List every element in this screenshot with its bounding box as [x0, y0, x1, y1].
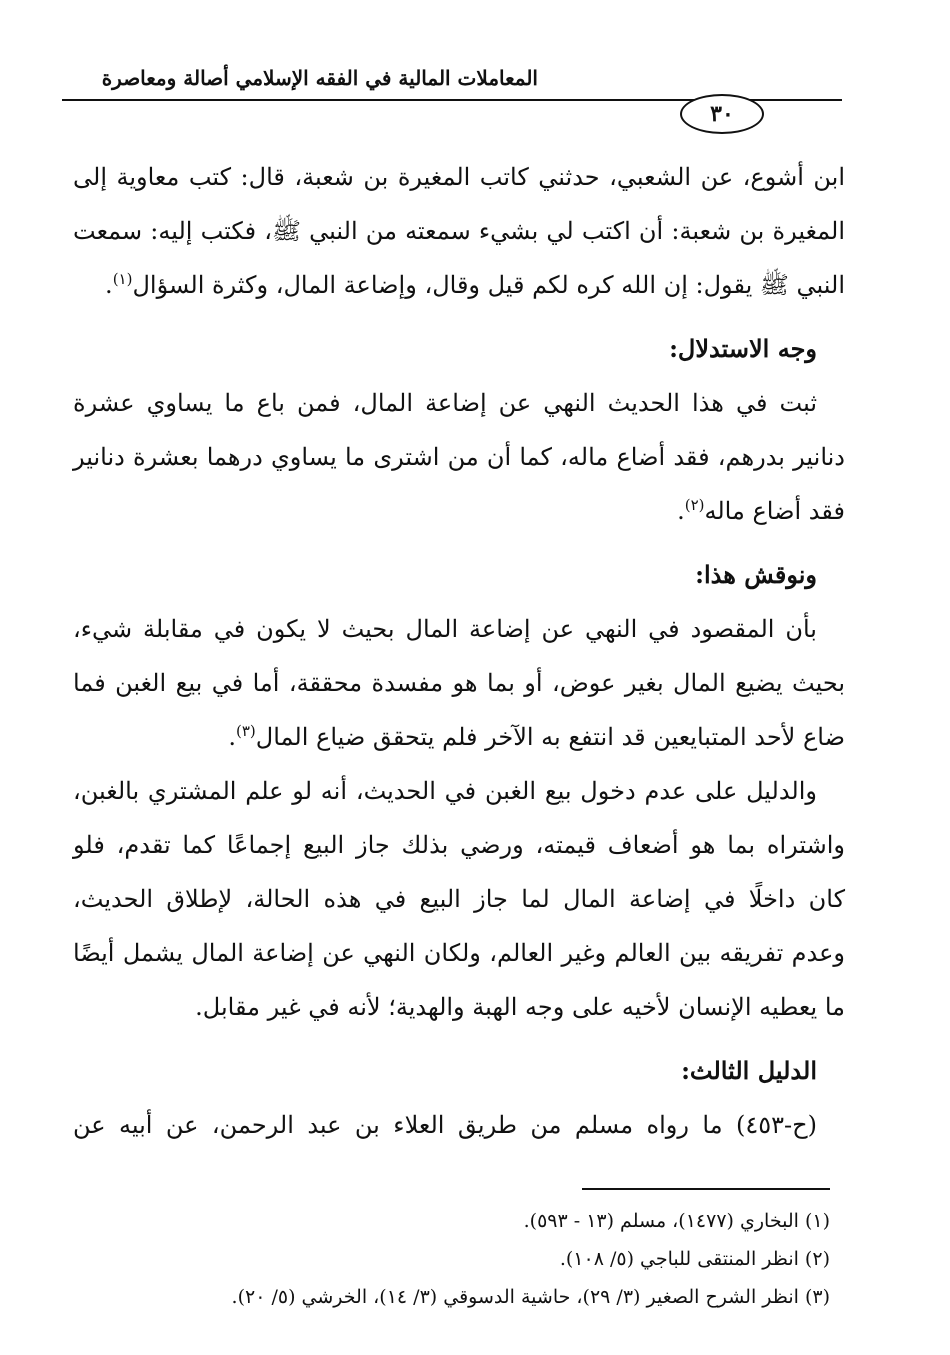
text-line: ما يعطيه الإنسان لأخيه على وجه الهبة والهدية؛ لأنه في غير مقابل. — [195, 993, 845, 1021]
text-line: كان داخلًا في إضاعة المال لما جاز البيع في هذه الحالة، لإطلاق الحديث، — [73, 885, 845, 913]
line-end: . — [228, 723, 236, 751]
running-header: المعاملات المالية في الفقه الإسلامي أصالة ومعاصرة — [101, 66, 538, 90]
page-number: ٣٠ — [680, 94, 764, 134]
text-line: ابن أشوع، عن الشعبي، حدثني كاتب المغيرة بن شعبة، قال: كتب معاوية إلى — [73, 163, 845, 191]
text-line: دنانير بدرهم، فقد أضاع ماله، كما أن من اشترى ما يساوي درهما بعشرة دنانير — [73, 443, 845, 471]
footnote: (٢) انظر المنتقى للباجي (٥/ ١٠٨). — [559, 1248, 830, 1270]
footnote-mark: (٢) — [684, 496, 705, 514]
line-end: . — [105, 271, 113, 299]
footnotes — [110, 1202, 830, 1316]
footnote: (١) البخاري (١٤٧٧)، مسلم (١٣ - ٥٩٣). — [523, 1210, 830, 1232]
section-heading: وجه الاستدلال: — [669, 334, 817, 363]
line-end: . — [677, 497, 685, 525]
footnote-mark: (١) — [112, 270, 133, 288]
footnote-mark: (٣) — [236, 722, 256, 740]
footnote: (٣) انظر الشرح الصغير (٣/ ٢٩)، حاشية الدسوقي (٣/ ١٤)، الخرشي (٥/ ٢٠). — [231, 1286, 830, 1308]
text-line: (ح-٤٥٣) ما رواه مسلم من طريق العلاء بن عبد الرحمن، عن أبيه عن — [73, 1111, 817, 1139]
section-heading: الدليل الثالث: — [681, 1056, 817, 1085]
text-line: ثبت في هذا الحديث النهي عن إضاعة المال، فمن باع ما يساوي عشرة — [73, 389, 817, 417]
section-heading: ونوقش هذا: — [695, 560, 817, 589]
body-text — [73, 150, 845, 1152]
text-line — [73, 484, 845, 538]
text-line-content: النبي ﷺ يقول: إن الله كره لكم قيل وقال، وإضاعة المال، وكثرة السؤال — [132, 271, 845, 299]
text-line: وعدم تفريقه بين العالم وغير العالم، ولكان النهي عن إضاعة المال يشمل أيضًا — [73, 939, 845, 967]
text-line: المغيرة بن شعبة: أن اكتب لي بشيء سمعته من النبي ﷺ، فكتب إليه: سمعت — [73, 217, 846, 245]
text-line: والدليل على عدم دخول بيع الغبن في الحديث، أنه لو علم المشتري بالغبن، — [73, 777, 817, 805]
text-line — [73, 258, 845, 312]
footnote-rule — [582, 1188, 830, 1190]
text-line — [73, 710, 845, 764]
text-line-content: فقد أضاع ماله — [704, 497, 845, 525]
text-line: بأن المقصود في النهي عن إضاعة المال بحيث لا يكون في مقابلة شيء، — [73, 615, 817, 643]
text-line: واشتراه بما هو أضعاف قيمته، ورضي بذلك جاز البيع إجماعًا كما تقدم، فلو — [73, 831, 845, 859]
text-line: بحيث يضيع المال بغير عوض، أو بما هو مفسدة محققة، أما في بيع الغبن فما — [73, 669, 845, 697]
text-line-content: ضاع لأحد المتبايعين قد انتفع به الآخر فلم يتحقق ضياع المال — [255, 723, 845, 751]
